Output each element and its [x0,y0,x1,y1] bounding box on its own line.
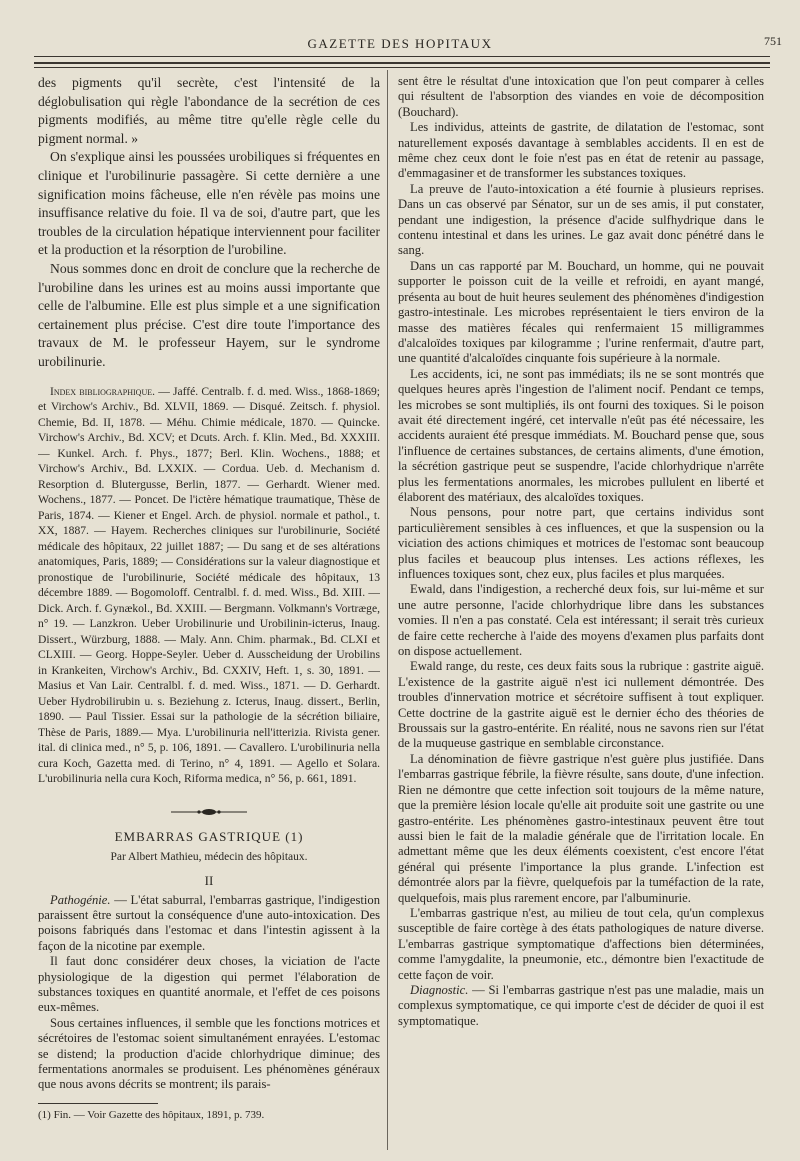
footnote: (1) Fin. — Voir Gazette des hôpitaux, 1891, p. 739. [38,1108,265,1121]
paragraph [398,983,764,1029]
section-label: Diagnostic. [410,982,469,997]
page-number: 751 [764,34,782,48]
paragraph-text: — Si l'embarras gastrique n'est pas une maladie, mais un complexus symptomatique, ce qui importe c'est de décider de quoi il est symptomatique. [398,982,764,1028]
bibliography-index [38,384,380,787]
paragraph: Nous pensons, pour notre part, que certains individus sont particulièrement sensibles à ces influences, et que la suspension ou la viciation des actions chimiques et motrices de l'estomac sont beaucoup plus faciles et beaucoup plus intenses. Les actions réflexes, les influences toxiques sont, chez eux, plus faciles et plus marquées. [398,505,764,581]
paragraph: La dénomination de fièvre gastrique n'est guère plus justifiée. Dans l'embarras gastrique fébrile, la fièvre résulte, sans doute, d'une infection. Rien ne démontre que cette infection soit toujours de la même nature, que la première lésion locale qu'elle ait produite soit une gastrite ou une gastro-entérite. Les phénomènes gastro-intestinaux peuvent être tout aussi bien le fait de la maladie générale que de l'irritation locale. En admettant même que les deux éléments coexistent, c'est encore l'état général qui présente l'importance la plus grande. L'infection est démontrée alors par la fièvre, quelquefois par la tuméfaction de la rate, quelquefois, mais plus rarement encore, par l'albuminurie. [398,751,764,905]
footnote-rule [38,1103,158,1104]
paragraph: Les accidents, ici, ne sont pas immédiats; ils ne se sont montrés que quelques heures après l'ingestion de l'aliment nocif. Pendant ce temps, les microbes se sont multipliés, ils ont fourni des toxiques. Si le poison avait été directement ingéré, cet intervalle n'eût pas été nécessaire, les accidents auraient été presque immédiats. M. Bouchard pense que, sous l'influence de certaines substances, de certains aliments, d'une émotion, la sécrétion gastrique peut se suspendre, l'acide chlorhydrique n'arrête plus les fermentations anormales, les microbes pullulent en liberté et élaborent des matériaux, des alcaloïdes toxiques. [398,366,764,504]
section-label: Pathogénie. [50,892,111,907]
paragraph: La preuve de l'auto-intoxication a été fournie à plusieurs reprises. Dans un cas observé par Sénator, sur un de ses amis, il put constater, pendant une indigestion, la présence d'acide sulfhydrique dans le contenu intestinal et dans les urines. Le gaz avait donc pénétré dans le sang. [398,181,764,258]
paragraph: L'embarras gastrique n'est, au milieu de tout cela, qu'un complexus susceptible de faire cortège à des états pathologiques de nature diverse. L'embarras gastrique symptomatique d'affections bien déterminées, comme l'amygdalite, la pneumonie, etc., démontre bien l'exactitude de cette façon de voir. [398,905,764,982]
paragraph: Ewald range, du reste, ces deux faits sous la rubrique : gastrite aiguë. L'existence de la gastrite aiguë n'est ici nullement démontrée. Des troubles d'innervation motrice et sécrétoire suffisent à tout expliquer. Cette doctrine de la gastrite aiguë est le dernier écho des théories de Broussais sur la gastro-entérite. En réalité, nous ne savons rien sur l'état de la muqueuse gastrique en semblable circonstance. [398,659,764,751]
paragraph: Il faut donc considérer deux choses, la viciation de l'acte physiologique de la digestion qui permet l'élaboration de substances toxiques en quantité anormale, et l'effet de ces poisons eux-mêmes. [38,954,380,1015]
paragraph: Les individus, atteints de gastrite, de dilatation de l'estomac, sont naturellement exposés davantage à semblables accidents. Il en est de même chez ceux dont le foie n'est pas en état de retenir au passage, d'emmagasiner et de transformer les substances toxiques. [398,120,764,181]
ornament-divider [38,803,380,821]
bibliography-label: Index bibliographique. [50,384,156,398]
header-rule [34,67,770,68]
header-rule-thick [34,62,770,64]
paragraph: des pigments qu'il secrète, c'est l'intensité de la déglobulisation qui règle l'abondance de la secrétion de ces pigments modifiés, au même titre qu'elle règle celle du pigment normal. » [38,75,380,146]
paragraph [38,893,380,955]
header-rule [34,56,770,57]
paragraph: Nous sommes donc en droit de conclure que la recherche de l'urobiline dans les urines est au moins aussi importante que celle de l'albumine. Elle est plus simple et a une signification certainement plus précise. C'est dire toute l'importance des travaux de M. le professeur Hayem, sur le syndrome urobilinurie. [38,260,380,369]
bibliography-text: — Jaffé. Centralb. f. d. med. Wiss., 1868-1869; et Virchow's Archiv., Bd. XLVII, 1869. — Disqué. Zeitsch. f. physiol. Chemie, Bd. II, 1878. — Méhu. Chimie médicale, 1870. — Quincke. Virchow's Archiv., Bd. XCV; et Dcuts. Arch. f. Klin. Med., Bd. XXXIII. — Kunkel. Arch. f. Phys., 1877; Berl. Klin. Wochens., 1888; et Virchow's Archiv., Bd. LXXIX. — Cordua. Ueb. d. Mechanism d. Resorption d. Blutergusse, Berlin, 1877. — Gerhardt. Wiener med. Wochens., 1877. — Poncet. De l'ictère hématique traumatique, Thèse de Paris, 1874. — Kiener et Engel. Arch. de physiol. normale et pathol., t. XX, 1887. — Hayem. Recherches cliniques sur l'urobilinurie, Société médicale des hôpitaux, 22 juillet 1887; — Du sang et de ses altérations anatomiques, Paris, 1889; — Considérations sur la valeur diagnostique et pronostique de l'urobilinurie, Société médicale des hôpitaux, 13 décembre 1889. — Bogomoloff. Centralbl. f. d. med. Wiss., Bd. XIII. — Dick. Arch. f. Gynækol., Bd. XXIII. — Bergmann. Volkmann's Vortræge, n° 19. — Lanzkron. Ueber Urobilinurie und Urobilinin-icterus, Inaug. Dissert., Würzburg, 1888. — Maly. Ann. Chim. pharmak., Bd. CLXI et CLXIII. — Georg. Hoppe-Seyler. Ueber d. Ausscheidung der Urobilins in Krankeiten, Virchow's Archiv., Bd. CXXIV, Heft. 1, s. 30, 1891. — Masius et Van Lair. Centralbl. f. d. med. Wiss., 1871. — D. Gerhardt. Ueber Hydrobilirubin u. s. Beziehung z. Icterus, Inaug. dissert., Berlin, 1890. — Paul Tissier. Essai sur la pathologie de la sécrétion biliaire, Thèse de Paris, 1889.— Mya. L'urobilinuria nell'itterizia. Rivista gener. ital. di clinica med., n° 5, p. 106, 1891. — Cavallero. L'urobilinuria nella cura Koch, Gazetta med. di Terino, n° 4, 1891. — Agello et Solara. L'urobilinuria nella cura Koch, Riforma medica, n° 56, p. 661, 1891. [38,384,380,785]
column-divider [387,70,388,1150]
article-title: EMBARRAS GASTRIQUE (1) [114,828,304,844]
ornament-icon [169,808,249,816]
paragraph: Dans un cas rapporté par M. Bouchard, un homme, qui ne pouvait supporter le poisson cuit de la veille et refroidi, en ayant mangé, présenta au bout de huit heures seulement des phénomènes d'indigestion gastro-intestinale. Les microbes représentaient le tiers environ de la masse des matières fécales qui renfermaient 15 milligrammes d'alcaloïdes toxiques par kilogramme ; l'urine renfermait, d'autre part, une quantité d'alcaloïdes cinquante fois supérieure à la normale. [398,258,764,366]
paragraph: Ewald, dans l'indigestion, a recherché deux fois, sur lui-même et sur une autre personne, l'acide chlorhydrique libre dans les substances vomies. Il n'en a pas constaté. Cela est intéressant; il serait très curieux de faire cette recherche à l'aide des moyens d'examen plus parfaits dont on dispose actuellement. [398,582,764,659]
right-column [398,74,764,1029]
paragraph: Sous certaines influences, il semble que les fonctions motrices et sécrétoires de l'estomac soient simultanément enrayées. L'estomac se distend; la production d'acide chlorhydrique diminue; des fermentations anormales se produisent. Les phénomènes généraux que nous avons décrits se montrent; ils parais- [38,1015,380,1092]
paragraph: sent être le résultat d'une intoxication que l'on peut comparer à celles qui résultent de l'absorption des viandes en voie de décomposition (Bouchard). [398,74,764,119]
left-column [38,74,380,1122]
section-number: II [204,872,214,888]
article-author: Par Albert Mathieu, médecin des hôpitaux. [110,850,308,863]
paragraph-text: — L'état saburral, l'embarras gastrique, l'indigestion paraissent être surtout la conséquence d'une auto-intoxication. Des poisons fabriqués dans l'estomac et dans l'intestin agissent à la façon de la nicotine par exemple. [38,892,380,953]
paragraph: On s'explique ainsi les poussées urobiliques si fréquentes en clinique et l'urobilinurie passagère. Si cette dernière a une signification moins fâcheuse, elle n'en révèle pas moins une insuffisance relative du foie. Il va de soi, d'autre part, que les troubles de la circulation hépatique interviennent pour faciliter et la production et la résorption de l'urobiline. [38,149,380,258]
header-title: GAZETTE DES HOPITAUX [307,36,493,51]
